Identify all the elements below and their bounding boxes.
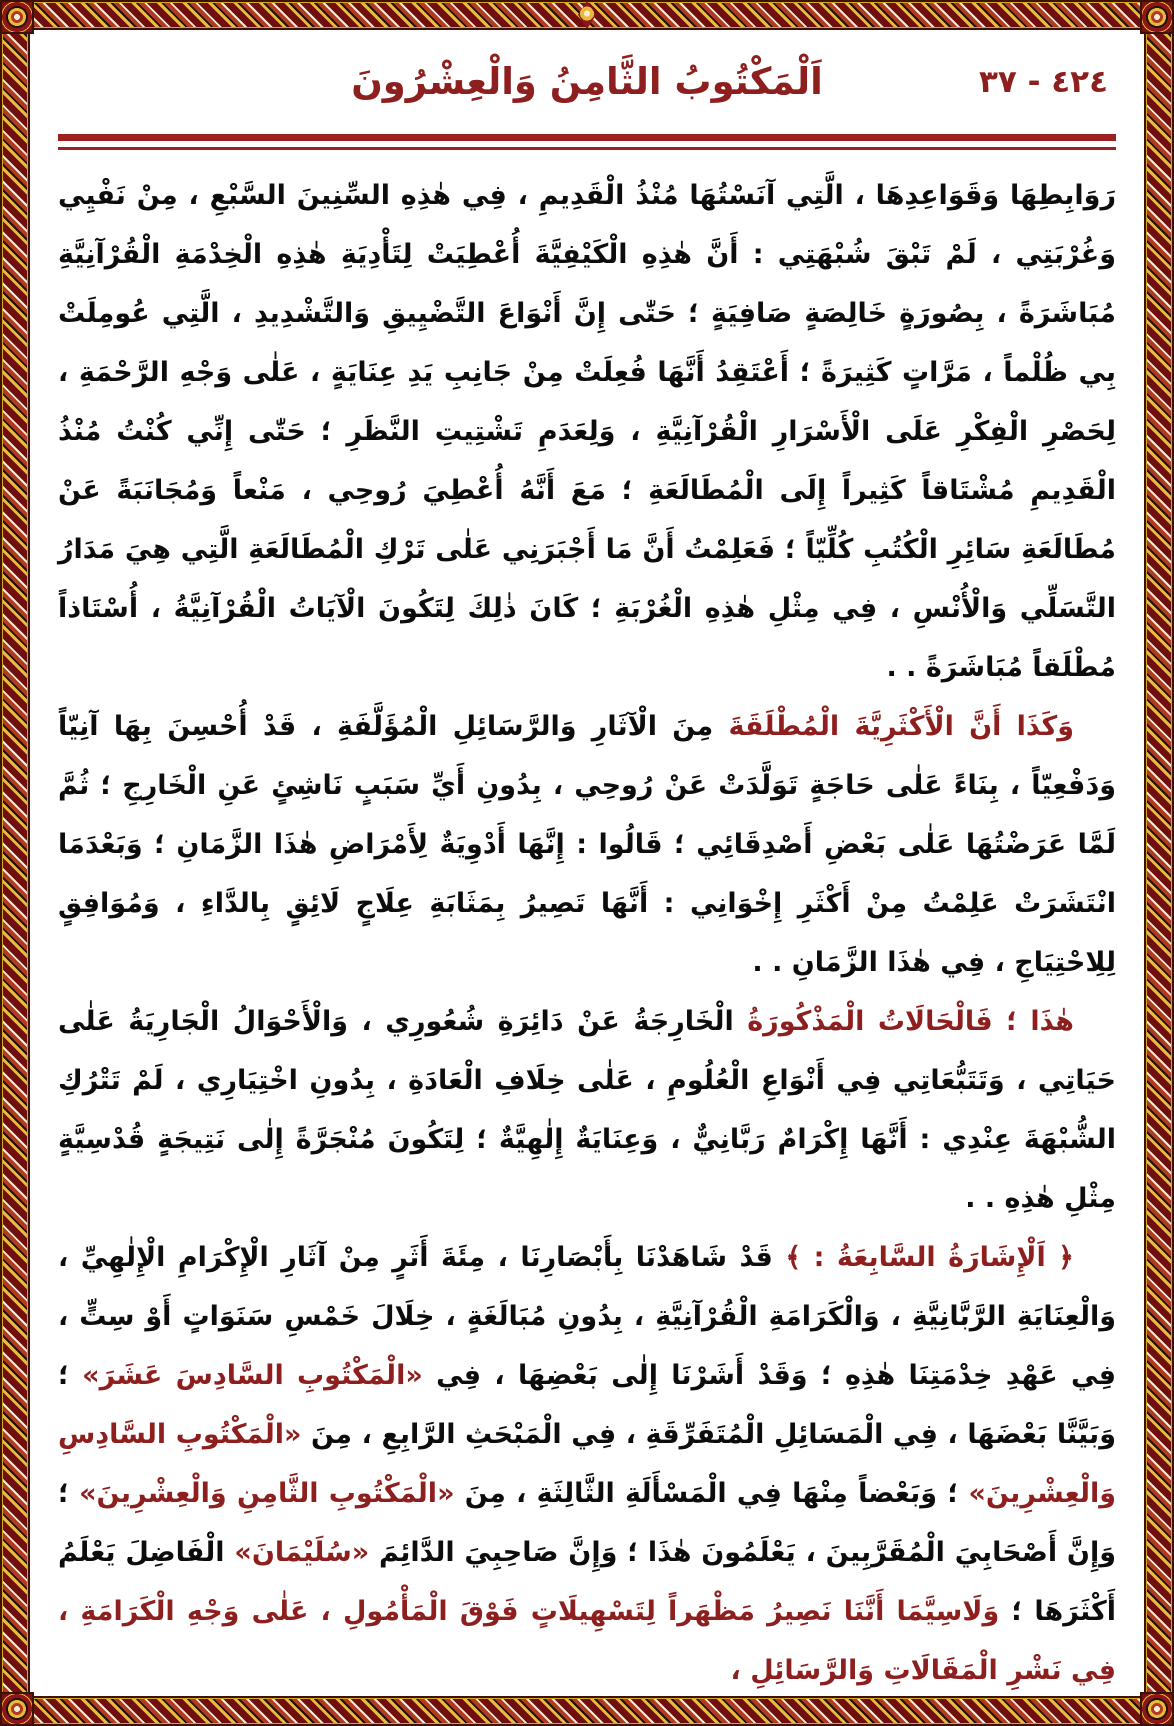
text-run: ؛ وَإِنَّ أَصْحَابِيَ الْمُقَرَّبِينَ ، يَعْلَمُونَ هٰذَا ؛ وَإِنَّ صَاحِبِيَ الدَّائِمَ: [58, 1478, 1117, 1568]
page-content: [30, 30, 1144, 1696]
text-run: ؛ وَبَيَّنَّا بَعْضَهَا ، فِي الْمَسَائِلِ الْمُتَفَرِّقَةِ ، فِي الْمَبْحَثِ الرَّابِعِ ، مِنَ: [58, 1360, 1116, 1450]
page-body: [58, 166, 1116, 1700]
page-border-bottom: [0, 1696, 1174, 1726]
chapter-title: اَلْمَكْتُوبُ الثَّامِنُ وَالْعِشْرُونَ: [351, 60, 823, 103]
page-header: [58, 48, 1116, 126]
text-run: «الْمَكْتُوبِ السَّادِسِ وَالْعِشْرِينَ»: [58, 1419, 1117, 1509]
paragraph: [58, 1228, 1116, 1700]
page-number: ٤٢٤ - ٣٧: [978, 64, 1108, 100]
text-run: وَكَذَا أَنَّ الْأَكْثَرِيَّةَ الْمُطْلَقَةَ: [713, 711, 1074, 742]
header-divider: [58, 134, 1116, 150]
corner-rosette-icon: [0, 0, 34, 34]
text-run: «الْمَكْتُوبِ الثَّامِنِ وَالْعِشْرِينَ»: [79, 1478, 455, 1509]
page-border-left: [0, 0, 30, 1726]
paragraph: [58, 697, 1116, 992]
paragraph: [58, 166, 1116, 697]
corner-rosette-icon: [1140, 1692, 1174, 1726]
corner-rosette-icon: [0, 1692, 34, 1726]
text-run: الْخَارِجَةُ عَنْ دَائِرَةِ شُعُورِي ، وَالْأَحْوَالُ الْجَارِيَةُ عَلٰى حَيَاتِي ، وَتَتَبُّعَاتِي فِي أَنْوَاعِ الْعُلُومِ ، عَلٰى خِلَافِ الْعَادَةِ ، بِدُونِ اخْتِيَارِي ، لَمْ تَتْرُكِ الشُّبْهَةَ عِنْدِي : أَنَّهَا إِكْرَامٌ رَبَّانِيٌّ ، وَعِنَايَةٌ إِلٰهِيَّةٌ ؛ لِتَكُونَ مُنْجَرَّةً إِلٰى نَتِيجَةٍ قُدْسِيَّةٍ مِثْلِ هٰذِهِ . .: [58, 1006, 1116, 1214]
text-run: «الْمَكْتُوبِ السَّادِسَ عَشَرَ»: [82, 1360, 423, 1391]
page-border-right: [1144, 0, 1174, 1726]
text-run: وَلَاسِيَّمَا أَنَّنَا نَصِيرُ مَظْهَراً لِتَسْهِيلَاتٍ فَوْقَ الْمَأْمُولِ ، عَلٰى وَجْهِ الْكَرَامَةِ ، فِي نَشْرِ الْمَقَالَاتِ وَالرَّسَائِلِ ،: [58, 1596, 1116, 1686]
paragraph: [58, 992, 1116, 1228]
text-run: الْفَاضِلَ يَعْلَمُ أَكْثَرَهَا ؛: [58, 1537, 1116, 1627]
text-run: رَوَابِطِهَا وَقَوَاعِدِهَا ، الَّتِي آنَسْتُهَا مُنْذُ الْقَدِيمِ ، فِي هٰذِهِ السِّنِينَ السَّبْعِ ، مِنْ نَفْيِي وَغُرْبَتِي ، لَمْ تَبْقَ شُبْهَتِي : أَنَّ هٰذِهِ الْكَيْفِيَّةَ أُعْطِيَتْ لِتَأْدِيَةِ هٰذِهِ الْخِدْمَةِ الْقُرْآنِيَّةِ مُبَاشَرَةً ، بِصُورَةٍ خَالِصَةٍ صَافِيَةٍ ؛ حَتّٰى إِنَّ أَنْوَاعَ التَّضْيِيقِ وَالتَّشْدِيدِ ، الَّتِي عُومِلَتْ بِي ظُلْماً ، مَرَّاتٍ كَثِيرَةً ؛ أَعْتَقِدُ أَنَّهَا فُعِلَتْ مِنْ جَانِبِ يَدِ عِنَايَةٍ ، عَلٰى وَجْهِ الرَّحْمَةِ ، لِحَصْرِ الْفِكْرِ عَلَى الْأَسْرَارِ الْقُرْآنِيَّةِ ، وَلِعَدَمِ تَشْتِيتِ النَّظَرِ ؛ حَتّٰى إِنِّي كُنْتُ مُنْذُ الْقَدِيمِ مُشْتَاقاً كَثِيراً إِلَى الْمُطَالَعَةِ ؛ مَعَ أَنَّهُ أُعْطِيَ رُوحِي ، مَنْعاً وَمُجَانَبَةً عَنْ مُطَالَعَةِ سَائِرِ الْكُتُبِ كُلِّيّاً ؛ فَعَلِمْتُ أَنَّ مَا أَجْبَرَنِي عَلٰى تَرْكِ الْمُطَالَعَةِ الَّتِي هِيَ مَدَارُ التَّسَلِّي وَالْأُنْسِ ، فِي مِثْلِ هٰذِهِ الْغُرْبَةِ ؛ كَانَ ذٰلِكَ لِتَكُونَ الْآيَاتُ الْقُرْآنِيَّةُ ، أُسْتَاذاً مُطْلَقاً مُبَاشَرَةً . .: [58, 180, 1116, 683]
text-run: ؛ وَبَعْضاً مِنْهَا فِي الْمَسْأَلَةِ الثَّالِثَةِ ، مِنَ: [454, 1478, 969, 1509]
text-run: ﴿ اَلْإِشَارَةُ السَّابِعَةُ : ﴾: [772, 1242, 1074, 1273]
text-run: مِنَ الْآثَارِ وَالرَّسَائِلِ الْمُؤَلَّفَةِ ، قَدْ أُحْسِنَ بِهَا آنِيّاً وَدَفْعِيّاً ، بِنَاءً عَلٰى حَاجَةٍ تَوَلَّدَتْ عَنْ رُوحِي ، بِدُونِ أَيِّ سَبَبٍ نَاشِئٍ عَنِ الْخَارِجِ ؛ ثُمَّ لَمَّا عَرَضْتُهَا عَلٰى بَعْضِ أَصْدِقَائِي ؛ قَالُوا : إِنَّهَا أَدْوِيَةٌ لِأَمْرَاضِ هٰذَا الزَّمَانِ ؛ وَبَعْدَمَا انْتَشَرَتْ عَلِمْتُ مِنْ أَكْثَرِ إِخْوَانِي : أَنَّهَا تَصِيرُ بِمَثَابَةِ عِلَاجٍ لَائِقٍ بِالدَّاءِ ، وَمُوَافِقٍ لِلِاحْتِيَاجِ ، فِي هٰذَا الزَّمَانِ . .: [58, 711, 1116, 978]
text-run: قَدْ شَاهَدْنَا بِأَبْصَارِنَا ، مِئَةَ أَثَرٍ مِنْ آثَارِ الْإِكْرَامِ الْإِلٰهِيِّ ، وَالْعِنَايَةِ الرَّبَّانِيَّةِ ، وَالْكَرَامَةِ الْقُرْآنِيَّةِ ، بِدُونِ مُبَالَغَةٍ ، خِلَالَ خَمْسِ سَنَوَاتٍ أَوْ سِتٍّ ، فِي عَهْدِ خِدْمَتِنَا هٰذِهِ ؛ وَقَدْ أَشَرْنَا إِلٰى بَعْضِهَا ، فِي: [58, 1242, 1117, 1391]
text-run: هٰذَا ؛ فَالْحَالَاتُ الْمَذْكُورَةُ: [733, 1006, 1074, 1037]
corner-rosette-icon: [1140, 0, 1174, 34]
text-run: «سُلَيْمَانَ»: [234, 1537, 370, 1568]
